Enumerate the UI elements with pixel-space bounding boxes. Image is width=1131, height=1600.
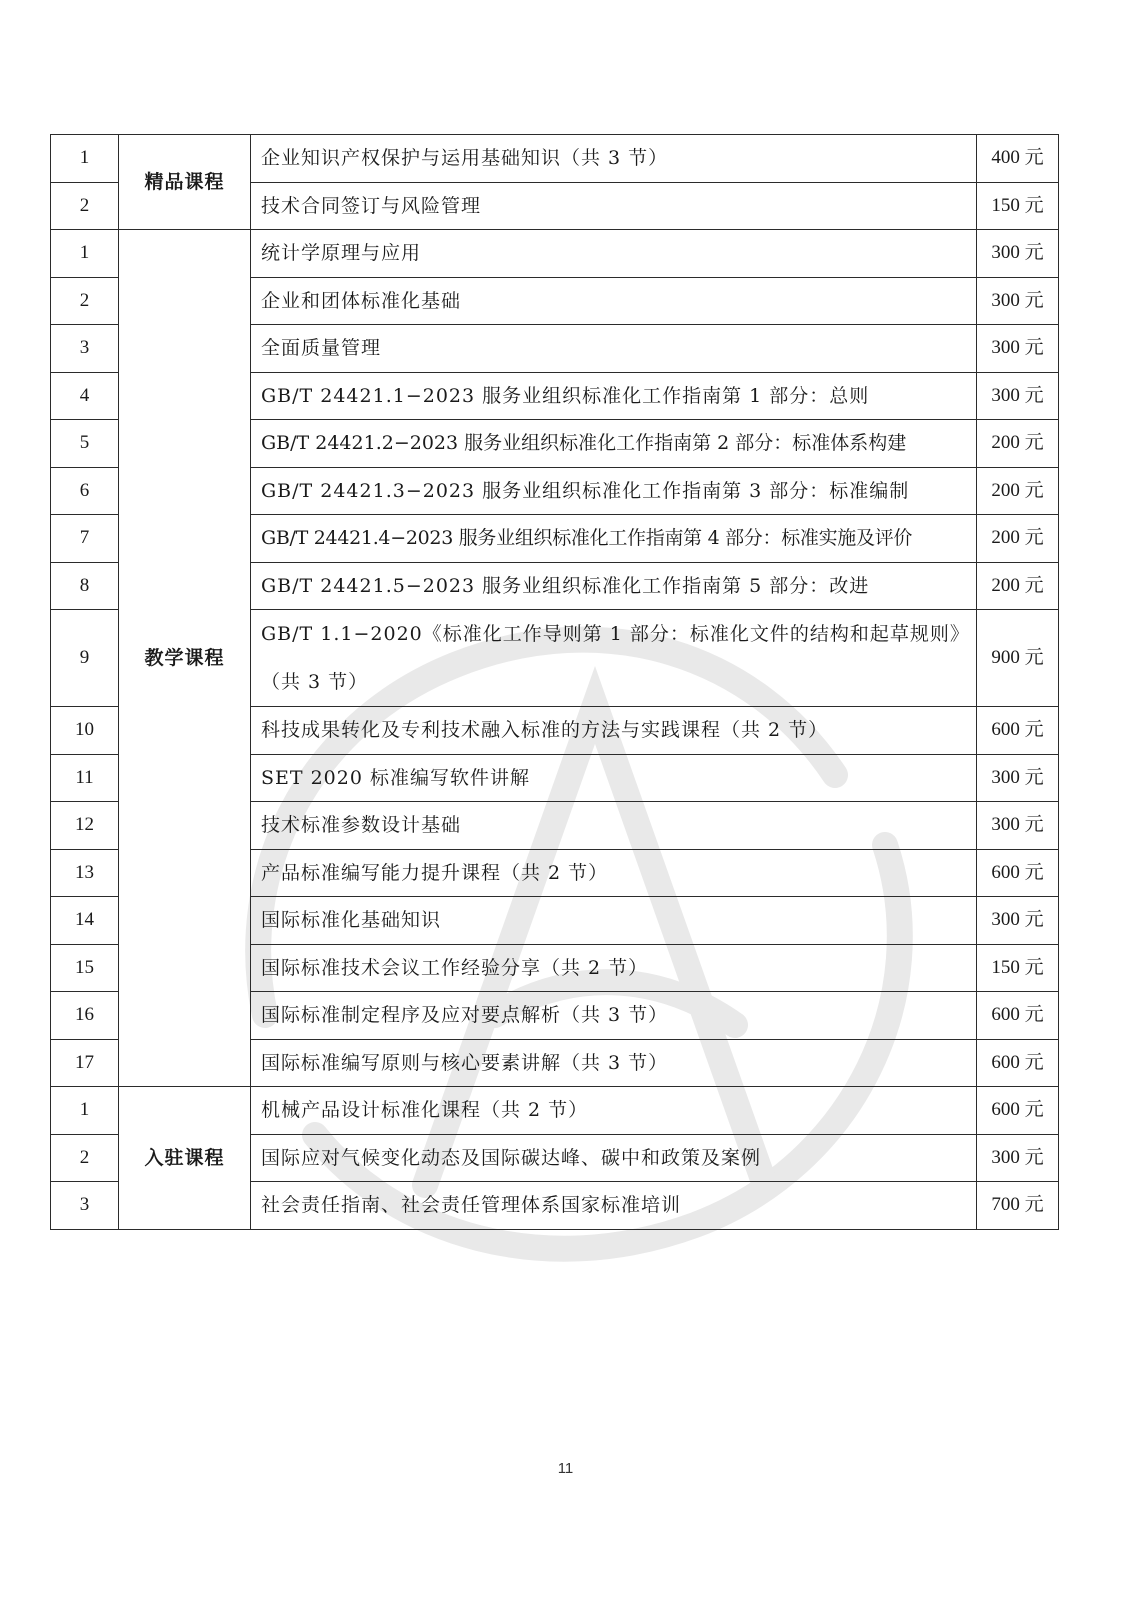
course-name: 国际标准技术会议工作经验分享（共 2 节） — [251, 944, 977, 992]
course-name: 全面质量管理 — [251, 325, 977, 373]
course-price-table — [50, 134, 1059, 1230]
course-price: 600 元 — [977, 1039, 1059, 1087]
course-name: SET 2020 标准编写软件讲解 — [251, 754, 977, 802]
course-name: GB/T 24421.3−2023 服务业组织标准化工作指南第 3 部分：标准编制 — [251, 467, 977, 515]
course-name: 技术标准参数设计基础 — [251, 802, 977, 850]
course-price: 200 元 — [977, 562, 1059, 610]
category-cell: 教学课程 — [119, 230, 251, 1087]
table-row — [51, 230, 1059, 278]
course-price: 200 元 — [977, 515, 1059, 563]
row-number: 14 — [51, 897, 119, 945]
course-name: 科技成果转化及专利技术融入标准的方法与实践课程（共 2 节） — [251, 707, 977, 755]
row-number: 13 — [51, 849, 119, 897]
course-price: 600 元 — [977, 707, 1059, 755]
course-name: 国际应对气候变化动态及国际碳达峰、碳中和政策及案例 — [251, 1134, 977, 1182]
row-number: 2 — [51, 1134, 119, 1182]
course-name: 国际标准制定程序及应对要点解析（共 3 节） — [251, 992, 977, 1040]
course-price: 200 元 — [977, 467, 1059, 515]
course-price: 150 元 — [977, 182, 1059, 230]
course-price: 300 元 — [977, 754, 1059, 802]
course-name: GB/T 24421.2−2023 服务业组织标准化工作指南第 2 部分：标准体系构建 — [251, 420, 977, 468]
page-number: 11 — [557, 1460, 574, 1477]
row-number: 10 — [51, 707, 119, 755]
course-name: GB/T 24421.1−2023 服务业组织标准化工作指南第 1 部分：总则 — [251, 372, 977, 420]
row-number: 3 — [51, 1182, 119, 1230]
course-name: 产品标准编写能力提升课程（共 2 节） — [251, 849, 977, 897]
course-price: 300 元 — [977, 325, 1059, 373]
course-name: 企业知识产权保护与运用基础知识（共 3 节） — [251, 135, 977, 183]
row-number: 11 — [51, 754, 119, 802]
row-number: 15 — [51, 944, 119, 992]
course-name: 机械产品设计标准化课程（共 2 节） — [251, 1087, 977, 1135]
row-number: 2 — [51, 277, 119, 325]
category-cell: 精品课程 — [119, 135, 251, 230]
course-price: 300 元 — [977, 277, 1059, 325]
row-number: 1 — [51, 230, 119, 278]
course-name: GB/T 1.1−2020《标准化工作导则第 1 部分：标准化文件的结构和起草规则》（共 3 节） — [251, 610, 977, 707]
category-cell: 入驻课程 — [119, 1087, 251, 1230]
course-price: 200 元 — [977, 420, 1059, 468]
course-price: 600 元 — [977, 849, 1059, 897]
row-number: 8 — [51, 562, 119, 610]
course-name: 国际标准化基础知识 — [251, 897, 977, 945]
course-name: GB/T 24421.4−2023 服务业组织标准化工作指南第 4 部分：标准实施及评价 — [251, 515, 977, 563]
course-price: 900 元 — [977, 610, 1059, 707]
course-price: 600 元 — [977, 992, 1059, 1040]
row-number: 17 — [51, 1039, 119, 1087]
table-row — [51, 1087, 1059, 1135]
row-number: 7 — [51, 515, 119, 563]
course-price: 300 元 — [977, 1134, 1059, 1182]
course-price: 700 元 — [977, 1182, 1059, 1230]
course-price: 300 元 — [977, 897, 1059, 945]
course-name: 社会责任指南、社会责任管理体系国家标准培训 — [251, 1182, 977, 1230]
course-price: 300 元 — [977, 802, 1059, 850]
row-number: 12 — [51, 802, 119, 850]
course-name: 统计学原理与应用 — [251, 230, 977, 278]
course-name: 技术合同签订与风险管理 — [251, 182, 977, 230]
row-number: 16 — [51, 992, 119, 1040]
row-number: 1 — [51, 135, 119, 183]
row-number: 5 — [51, 420, 119, 468]
row-number: 4 — [51, 372, 119, 420]
row-number: 9 — [51, 610, 119, 707]
course-price: 300 元 — [977, 230, 1059, 278]
course-name: GB/T 24421.5−2023 服务业组织标准化工作指南第 5 部分：改进 — [251, 562, 977, 610]
course-name: 国际标准编写原则与核心要素讲解（共 3 节） — [251, 1039, 977, 1087]
row-number: 3 — [51, 325, 119, 373]
course-price: 150 元 — [977, 944, 1059, 992]
table-row — [51, 135, 1059, 183]
row-number: 2 — [51, 182, 119, 230]
course-price: 600 元 — [977, 1087, 1059, 1135]
row-number: 6 — [51, 467, 119, 515]
course-name: 企业和团体标准化基础 — [251, 277, 977, 325]
row-number: 1 — [51, 1087, 119, 1135]
course-price: 400 元 — [977, 135, 1059, 183]
course-price: 300 元 — [977, 372, 1059, 420]
